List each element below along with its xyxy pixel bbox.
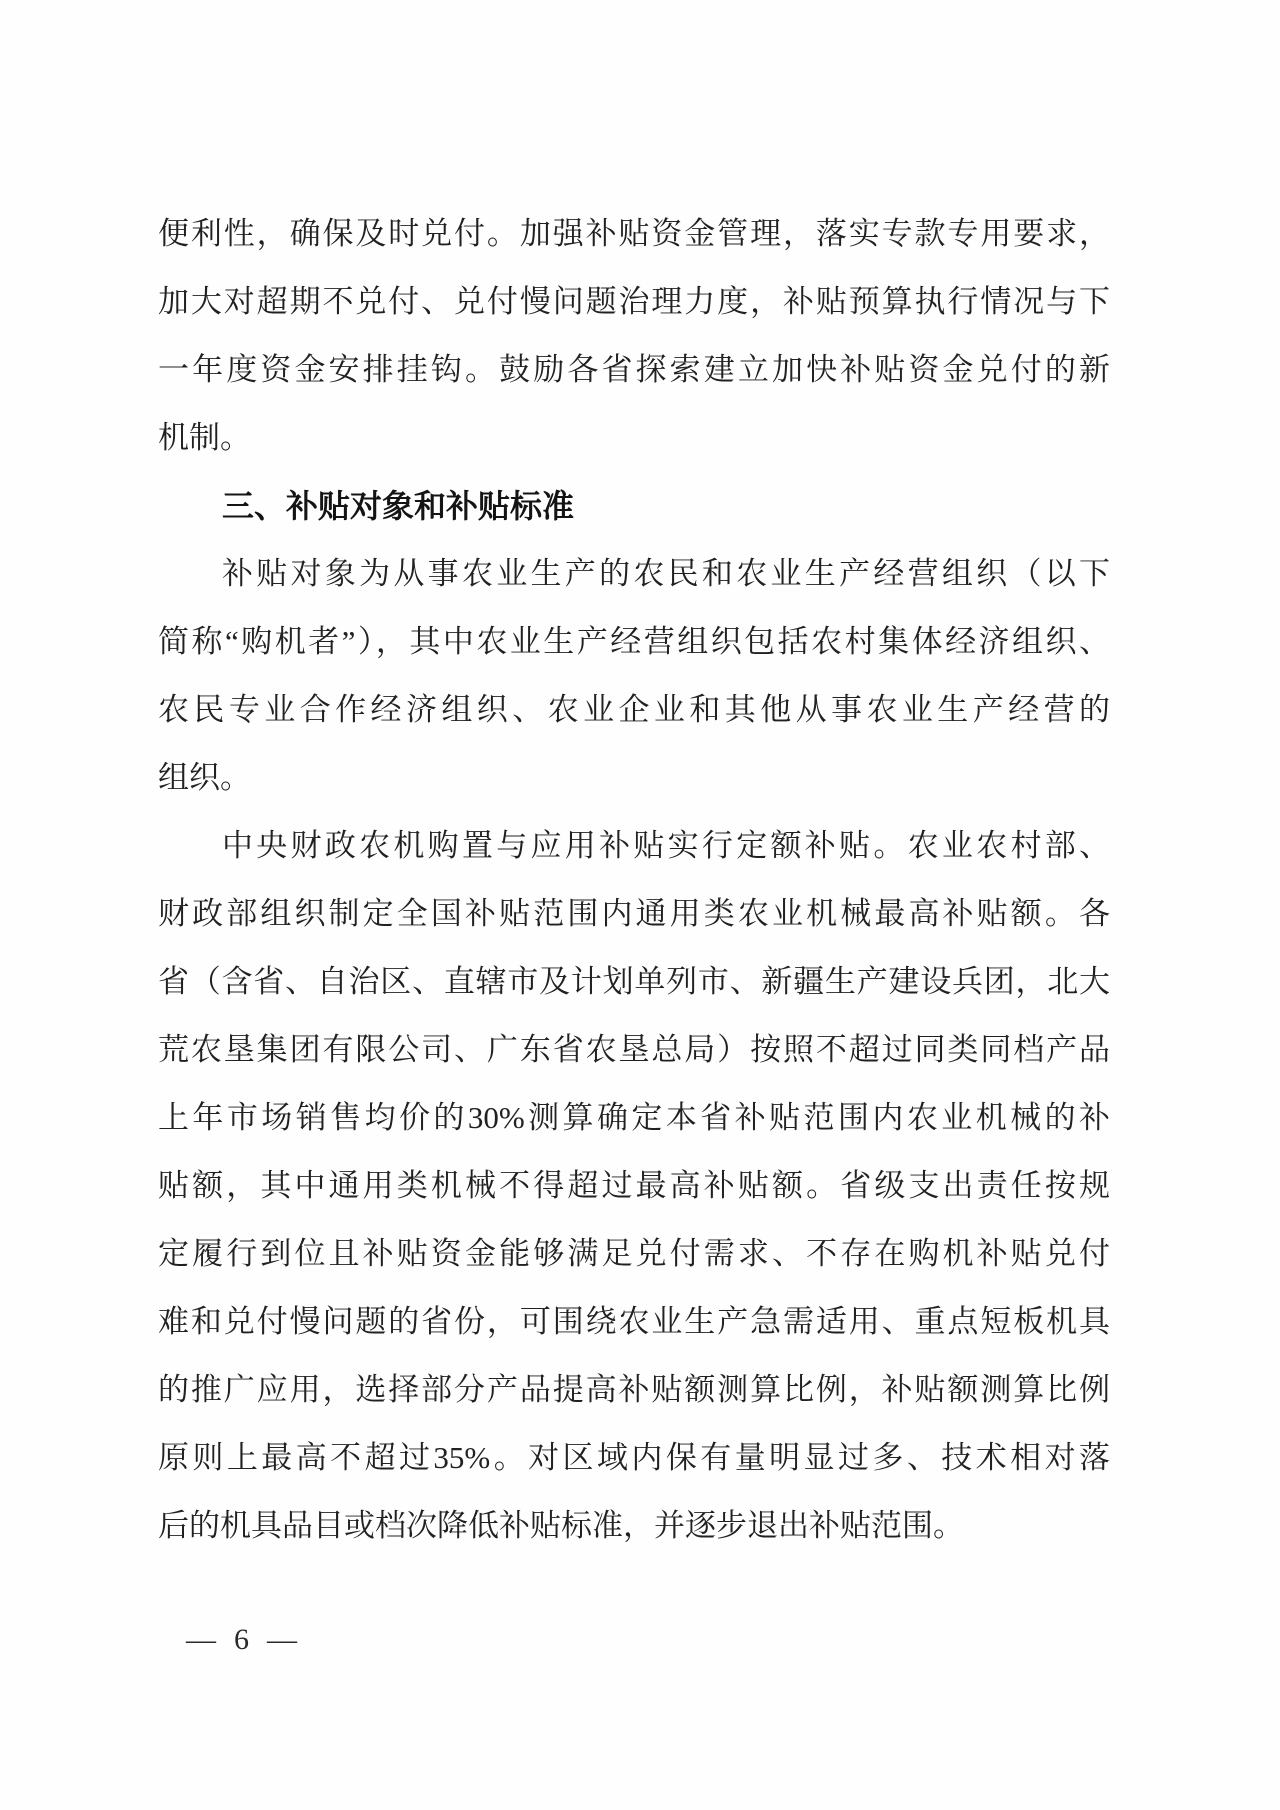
text-line: 加大对超期不兑付、兑付慢问题治理力度，补贴预算执行情况与下 xyxy=(158,284,1110,319)
text-line: 便利性，确保及时兑付。加强补贴资金管理，落实专款专用要求， xyxy=(158,216,1110,251)
footer-dash-left: — xyxy=(186,1623,216,1656)
text-line: 机制。 xyxy=(158,420,251,455)
text-line: 的推广应用，选择部分产品提高补贴额测算比例，补贴额测算比例 xyxy=(158,1372,1110,1407)
text-line: 后的机具品目或档次降低补贴标准，并逐步退出补贴范围。 xyxy=(158,1508,964,1543)
footer-dash-right: — xyxy=(267,1623,297,1656)
text-line: 中央财政农机购置与应用补贴实行定额补贴。农业农村部、 xyxy=(222,828,1110,863)
text-line: 组织。 xyxy=(158,760,251,795)
text-line: 荒农垦集团有限公司、广东省农垦总局）按照不超过同类同档产品 xyxy=(158,1032,1110,1067)
text-line: 简称“购机者”），其中农业生产经营组织包括农村集体经济组织、 xyxy=(158,624,1110,659)
text-line: 原则上最高不超过35%。对区域内保有量明显过多、技术相对落 xyxy=(158,1440,1110,1475)
text-line: 难和兑付慢问题的省份，可围绕农业生产急需适用、重点短板机具 xyxy=(158,1304,1110,1339)
text-line: 上年市场销售均价的30%测算确定本省补贴范围内农业机械的补 xyxy=(158,1100,1110,1135)
page-number: 6 xyxy=(234,1623,249,1656)
text-line: 补贴对象为从事农业生产的农民和农业生产经营组织（以下 xyxy=(222,556,1110,591)
text-line: 财政部组织制定全国补贴范围内通用类农业机械最高补贴额。各 xyxy=(158,896,1110,931)
text-line: 省（含省、自治区、直辖市及计划单列市、新疆生产建设兵团，北大 xyxy=(158,964,1110,999)
page-footer xyxy=(186,1618,297,1662)
text-line: 贴额，其中通用类机械不得超过最高补贴额。省级支出责任按规 xyxy=(158,1168,1110,1203)
text-line: 农民专业合作经济组织、农业企业和其他从事农业生产经营的 xyxy=(158,692,1110,727)
section-heading: 三、补贴对象和补贴标准 xyxy=(222,488,575,524)
document-body xyxy=(158,200,1110,1560)
text-line: 一年度资金安排挂钩。鼓励各省探索建立加快补贴资金兑付的新 xyxy=(158,352,1110,387)
text-line: 定履行到位且补贴资金能够满足兑付需求、不存在购机补贴兑付 xyxy=(158,1236,1110,1271)
